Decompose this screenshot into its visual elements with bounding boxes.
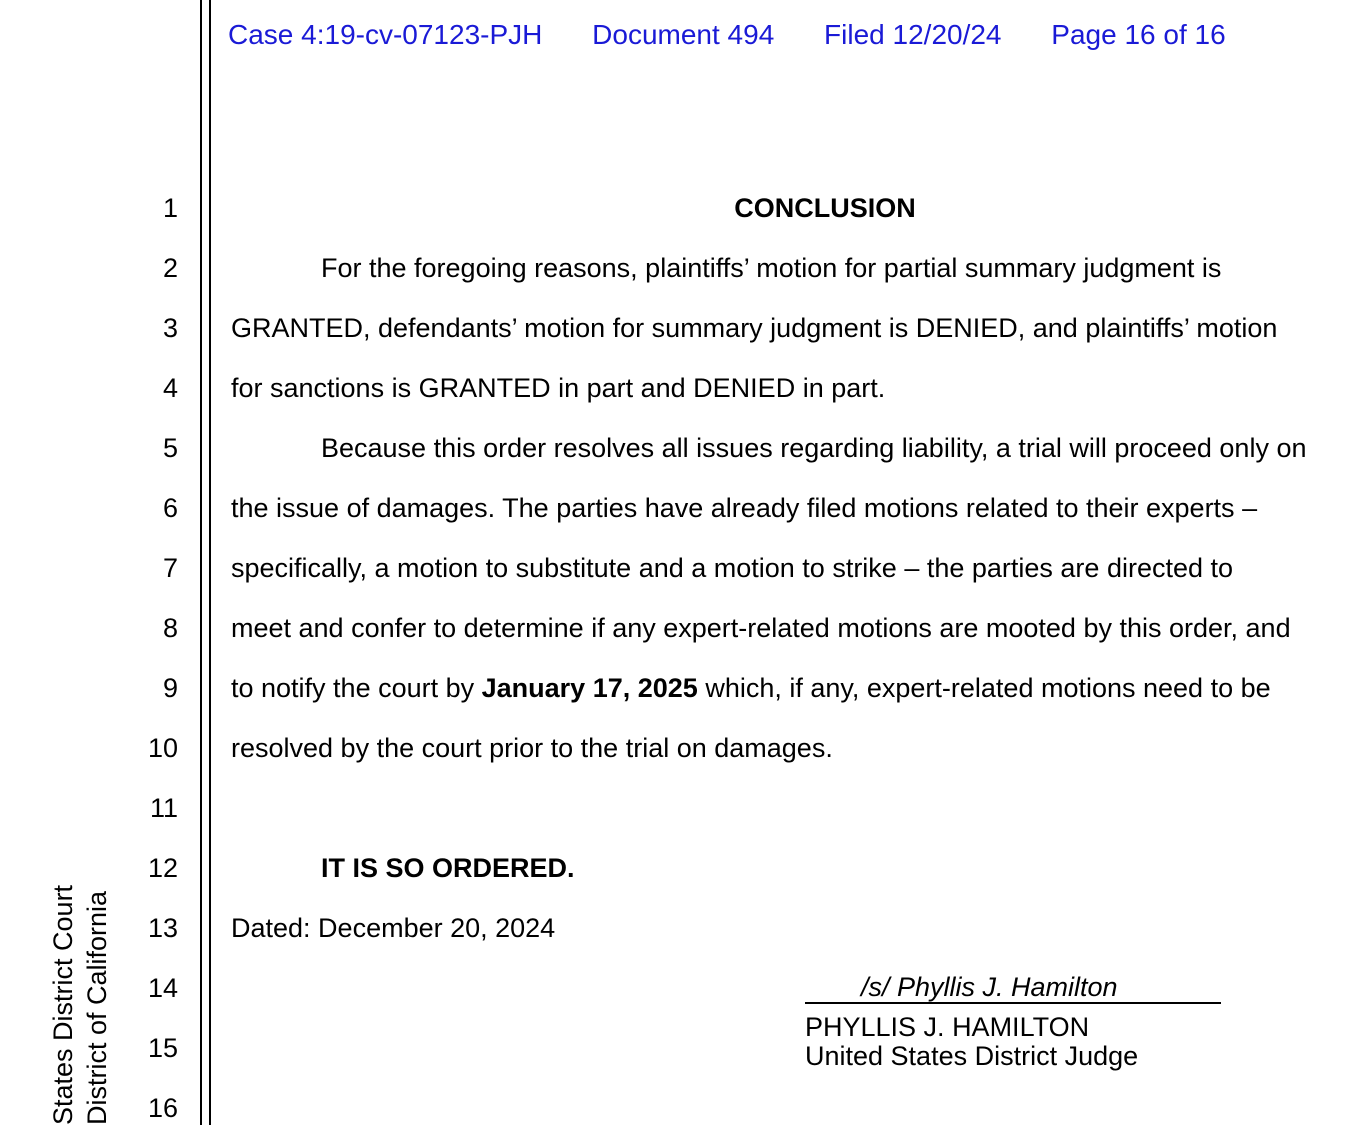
case-number: Case 4:19-cv-07123-PJH — [228, 19, 543, 50]
court-side-label: States District Court — [48, 884, 78, 1125]
section-heading: CONCLUSION — [734, 193, 916, 223]
page-number: Page 16 of 16 — [1051, 19, 1226, 50]
judge-name: PHYLLIS J. HAMILTON — [805, 1012, 1090, 1042]
line-number: 1 — [162, 193, 178, 223]
line-number: 3 — [162, 313, 178, 343]
body-line: Because this order resolves all issues regarding liability, a trial will proceed only on — [321, 433, 1307, 463]
line-number: 5 — [162, 433, 178, 463]
line-number: 13 — [147, 913, 178, 943]
body-line: resolved by the court prior to the trial on damages. — [231, 733, 833, 763]
body-line: the issue of damages. The parties have already filed motions related to their experts – — [231, 493, 1258, 523]
district-side-label: District of California — [82, 890, 112, 1125]
body-text: to notify the court by — [231, 673, 482, 703]
body-line: GRANTED, defendants’ motion for summary judgment is DENIED, and plaintiffs’ motion — [231, 313, 1278, 343]
signature-line — [805, 972, 1221, 1004]
body-line: meet and confer to determine if any expert-related motions are mooted by this order, and — [231, 613, 1291, 643]
line-number: 10 — [147, 733, 178, 763]
document-header — [228, 19, 1226, 51]
line-number: 15 — [147, 1033, 178, 1063]
left-margin-rule — [200, 0, 202, 1125]
line-number: 8 — [162, 613, 178, 643]
body-text: which, if any, expert-related motions need to be — [697, 673, 1271, 703]
line-number: 6 — [162, 493, 178, 523]
line-number: 2 — [162, 253, 178, 283]
dated-line: Dated: December 20, 2024 — [231, 913, 556, 943]
line-number: 16 — [147, 1093, 178, 1123]
filed-date: Filed 12/20/24 — [824, 19, 1002, 50]
electronic-signature: /s/ Phyllis J. Hamilton — [861, 972, 1118, 1002]
body-line: for sanctions is GRANTED in part and DENIED in part. — [231, 373, 886, 403]
line-number: 9 — [162, 673, 178, 703]
document-number: Document 494 — [592, 19, 775, 50]
judge-title: United States District Judge — [805, 1041, 1139, 1071]
line-number: 14 — [147, 973, 178, 1003]
line-number: 7 — [162, 553, 178, 583]
body-line: specifically, a motion to substitute and a motion to strike – the parties are directed to — [231, 553, 1234, 583]
deadline-date: January 17, 2025 — [481, 673, 698, 703]
body-line: For the foregoing reasons, plaintiffs’ motion for partial summary judgment is — [321, 253, 1222, 283]
line-number: 4 — [162, 373, 178, 403]
so-ordered: IT IS SO ORDERED. — [321, 853, 575, 883]
line-number: 12 — [147, 853, 178, 883]
left-margin-rule-inner — [209, 0, 211, 1125]
body-line — [231, 673, 1271, 703]
line-number: 11 — [149, 793, 178, 823]
